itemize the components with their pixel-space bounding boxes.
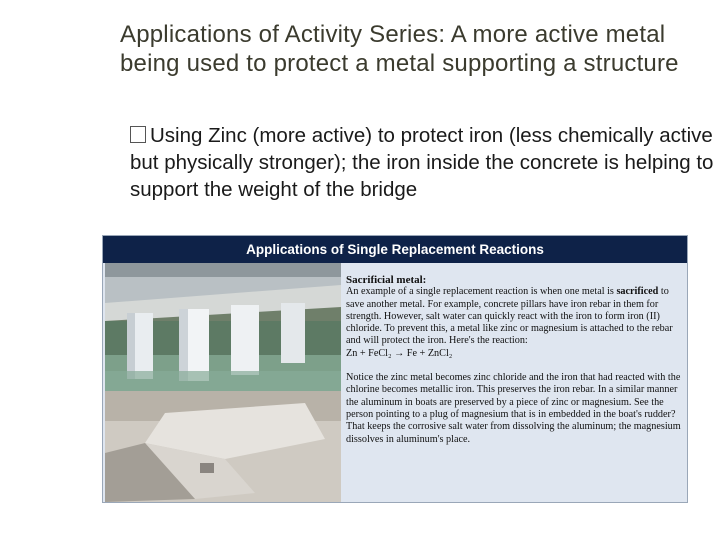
slide-margin	[0, 0, 110, 540]
figure-paragraph-1	[346, 286, 684, 347]
figure-photos	[105, 263, 341, 502]
figure-subhead: Sacrificial metal:	[346, 274, 427, 286]
checkbox-bullet-icon	[130, 126, 146, 143]
paragraph-1-end: to save another metal. For example, concrete pillars have iron rebar in them for strength. However, salt water can quickly react with the iron to form iron (II) chloride. To prevent this, a metal like zinc or magnesium is attached to the rebar and will protect the iron. Here's the reaction:	[346, 286, 673, 347]
bullet-text: Using Zinc (more active) to protect iron (less chemically active but physically stronger); the iron inside the concrete is helping to support the weight of the bridge	[130, 124, 714, 201]
figure-paragraph-2: Notice the zinc metal becomes zinc chloride and the iron that had reacted with the chlorine becomes metallic iron. This preserves the iron rebar. In a similar manner the aluminum in boats are preserved by a piece of zinc or magnesium. See the person pointing to a plug of magnesium that is in embedded in the boat's rudder? That keeps the corrosive salt water from dissolving the aluminum; the magnesium dissolves in aluminum's place.	[346, 372, 681, 445]
figure-text	[346, 274, 684, 446]
slide-title: Applications of Activity Series: A more active metal being used to protect a metal supporting a structure	[120, 21, 679, 77]
paragraph-1-bold: sacrificed	[616, 286, 659, 298]
figure-header: Applications of Single Replacement Reactions	[103, 236, 687, 263]
paragraph-1-start: An example of a single replacement reaction is when one metal is	[346, 286, 617, 298]
bullet-item	[130, 122, 715, 203]
embedded-figure	[102, 235, 688, 503]
figure-equation: Zn + FeCl₂ → Fe + ZnCl₂	[346, 347, 453, 359]
bridge-and-rudder-photo	[105, 263, 341, 502]
